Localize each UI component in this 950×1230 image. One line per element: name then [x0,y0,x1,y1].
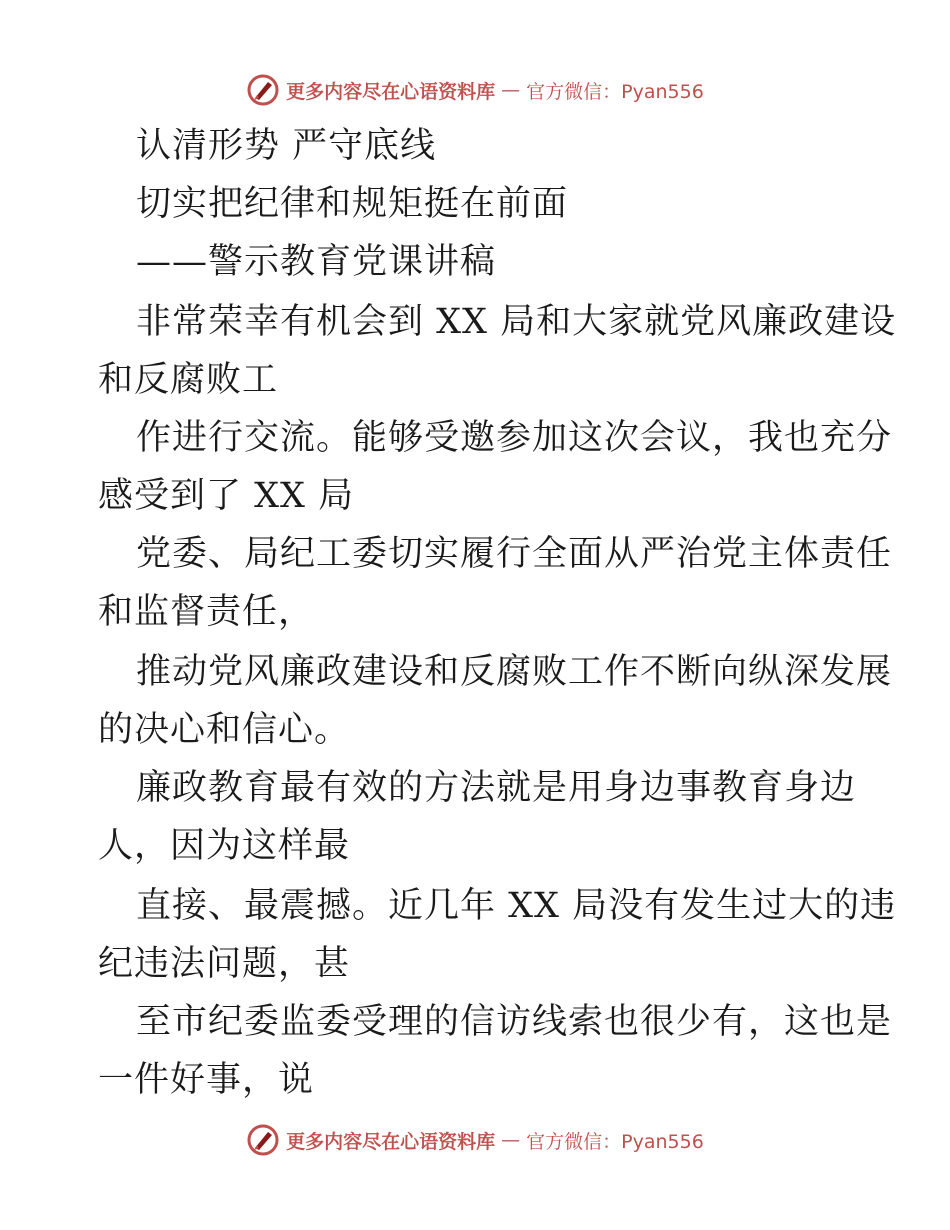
doc-text-line: 廉政教育最有效的方法就是用身边事教育身边 [136,768,857,808]
brush-pen-logo-icon [246,73,280,107]
brush-pen-logo-icon [246,1123,280,1157]
watermark-dash: — [501,1129,521,1151]
doc-text-line: 的决心和信心。 [98,710,351,750]
doc-text-line: 人，因为这样最 [98,826,351,866]
doc-text-line: 作进行交流。能够受邀参加这次会议，我也充分 [136,418,893,458]
watermark-sub-text: 官方微信：Pyan556 [526,80,704,103]
header-watermark [0,70,950,110]
doc-subtitle: ——警示教育党课讲稿 [136,242,497,282]
watermark-main-text: 更多内容尽在心语资料库 [286,1130,496,1153]
doc-text-line: 纪违法问题，甚 [98,944,351,984]
watermark-main-text: 更多内容尽在心语资料库 [286,80,496,103]
doc-text-line: 和监督责任， [98,592,315,632]
doc-text-line: 和反腐败工 [98,360,279,400]
footer-watermark [0,1120,950,1160]
doc-text-line: 党委、局纪工委切实履行全面从严治党主体责任 [136,534,893,574]
doc-text-line: 推动党风廉政建设和反腐败工作不断向纵深发展 [136,652,893,692]
doc-title-line-1: 认清形势 严守底线 [136,126,437,166]
doc-text-line: 非常荣幸有机会到 XX 局和大家就党风廉政建设 [136,302,897,342]
doc-text-line: 一件好事，说 [98,1060,315,1100]
doc-text-line: 直接、最震撼。近几年 XX 局没有发生过大的违 [136,886,897,926]
doc-text-line: 感受到了 XX 局 [98,476,355,516]
doc-text-line: 至市纪委监委受理的信访线索也很少有，这也是 [136,1002,893,1042]
watermark-dash: — [501,79,521,101]
doc-title-line-2: 切实把纪律和规矩挺在前面 [136,184,569,224]
watermark-sub-text: 官方微信：Pyan556 [526,1130,704,1153]
